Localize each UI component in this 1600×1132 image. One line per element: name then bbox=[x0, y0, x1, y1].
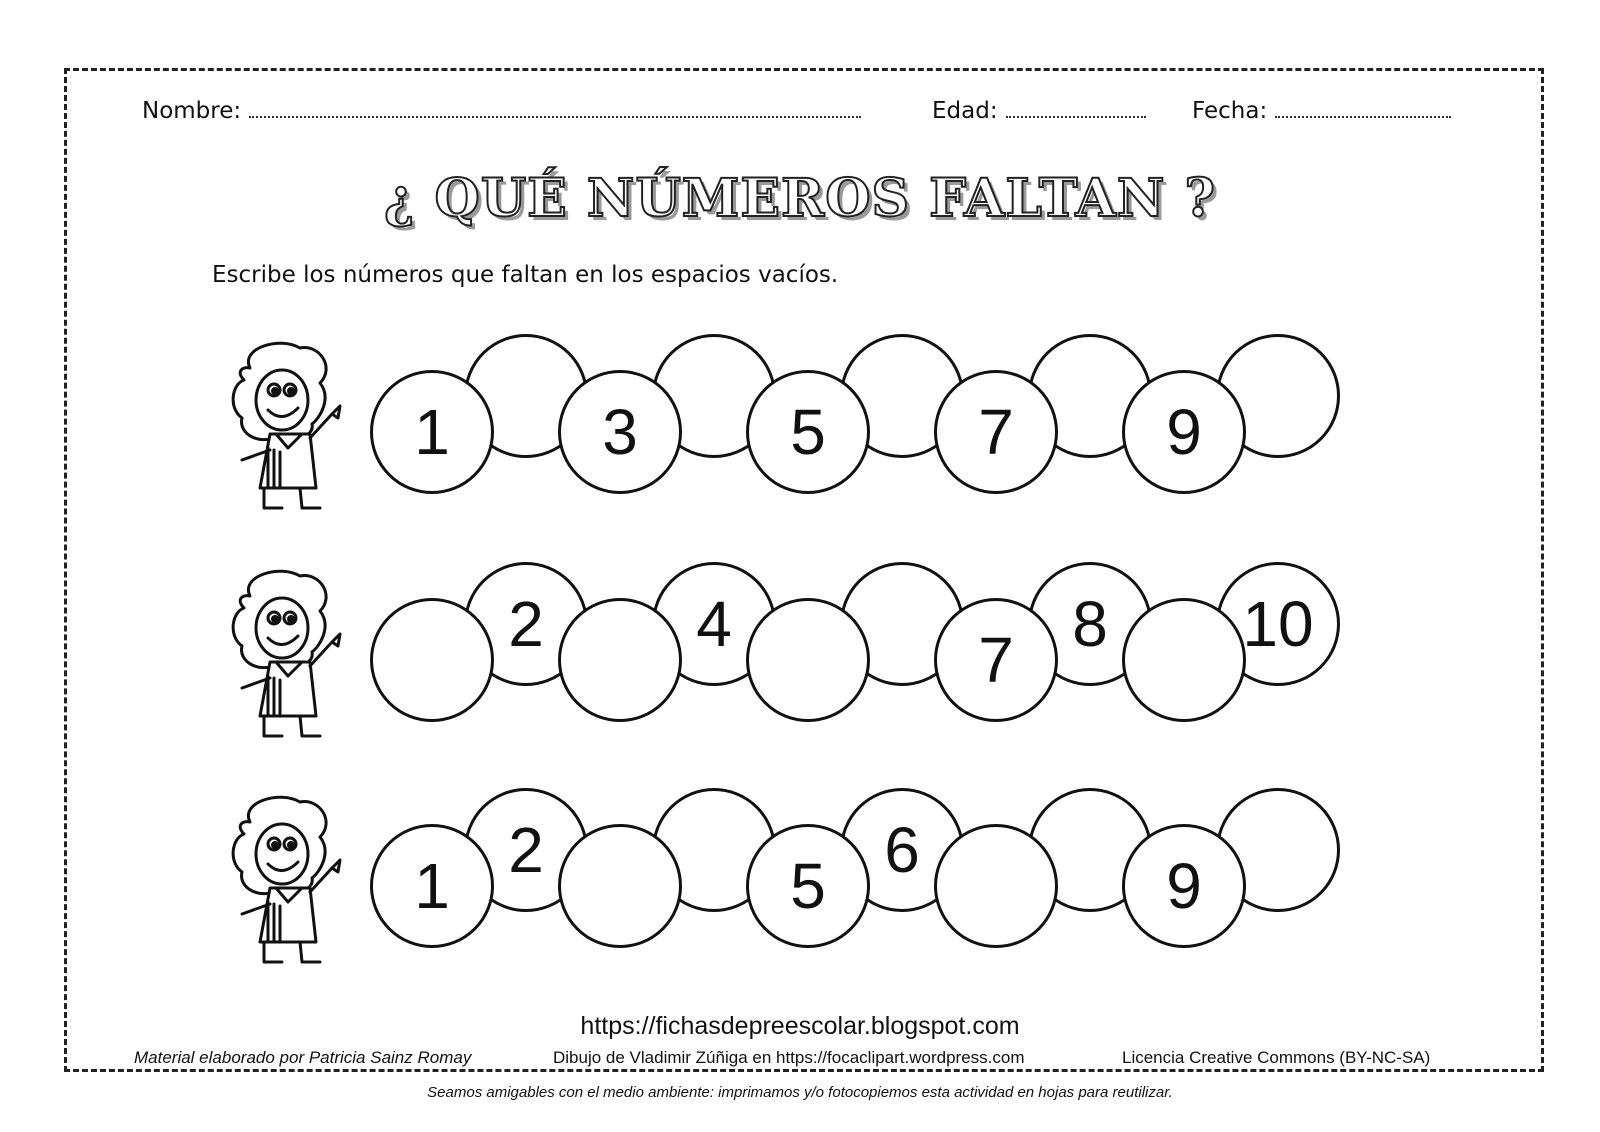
number-bubble: 1 bbox=[370, 370, 494, 494]
license-credit: Licencia Creative Commons (BY-NC-SA) bbox=[1122, 1048, 1431, 1067]
blank-bubble[interactable] bbox=[1122, 598, 1246, 722]
number-bubble: 1 bbox=[370, 824, 494, 948]
site-url: https://fichasdepreescolar.blogspot.com bbox=[580, 1012, 1020, 1040]
number-bubble: 6 bbox=[840, 788, 964, 912]
credits-line bbox=[0, 1048, 1600, 1072]
number-bubble: 8 bbox=[1028, 562, 1152, 686]
child-illustration bbox=[220, 338, 350, 518]
instruction-text: Escribe los números que faltan en los espacios vacíos. bbox=[212, 262, 839, 288]
number-bubble: 7 bbox=[934, 598, 1058, 722]
number-bubble: 2 bbox=[464, 562, 588, 686]
number-row-2 bbox=[0, 556, 1600, 756]
student-info-header bbox=[0, 96, 1600, 130]
name-blank[interactable] bbox=[249, 96, 861, 118]
blank-bubble[interactable] bbox=[370, 598, 494, 722]
blank-bubble[interactable] bbox=[746, 598, 870, 722]
child-illustration bbox=[220, 792, 350, 972]
name-field[interactable] bbox=[142, 96, 861, 124]
child-illustration bbox=[220, 566, 350, 746]
number-row-3 bbox=[0, 782, 1600, 982]
number-bubble: 2 bbox=[464, 788, 588, 912]
number-bubble: 4 bbox=[652, 562, 776, 686]
number-bubble: 9 bbox=[1122, 824, 1246, 948]
blank-bubble[interactable] bbox=[934, 824, 1058, 948]
number-bubble: 5 bbox=[746, 824, 870, 948]
number-bubble: 7 bbox=[934, 370, 1058, 494]
date-field[interactable] bbox=[1192, 96, 1451, 124]
number-bubble: 9 bbox=[1122, 370, 1246, 494]
author-credit: Material elaborado por Patricia Sainz Romay bbox=[134, 1048, 472, 1067]
number-row-1 bbox=[0, 328, 1600, 528]
blank-bubble[interactable] bbox=[558, 598, 682, 722]
worksheet-title: ¿ QUÉ NÚMEROS FALTAN ? bbox=[383, 168, 1217, 229]
age-label: Edad: bbox=[932, 98, 998, 124]
blank-bubble[interactable] bbox=[558, 824, 682, 948]
number-bubble: 3 bbox=[558, 370, 682, 494]
date-blank[interactable] bbox=[1275, 96, 1451, 118]
number-bubble: 5 bbox=[746, 370, 870, 494]
age-field[interactable] bbox=[932, 96, 1146, 124]
eco-note: Seamos amigables con el medio ambiente: imprimamos y/o fotocopiemos esta actividad en hojas para reutilizar. bbox=[427, 1084, 1173, 1101]
name-label: Nombre: bbox=[142, 98, 242, 124]
date-label: Fecha: bbox=[1192, 98, 1268, 124]
age-blank[interactable] bbox=[1006, 96, 1146, 118]
drawing-credit: Dibujo de Vladimir Zúñiga en https://focaclipart.wordpress.com bbox=[553, 1048, 1025, 1067]
number-bubble: 10 bbox=[1216, 562, 1340, 686]
